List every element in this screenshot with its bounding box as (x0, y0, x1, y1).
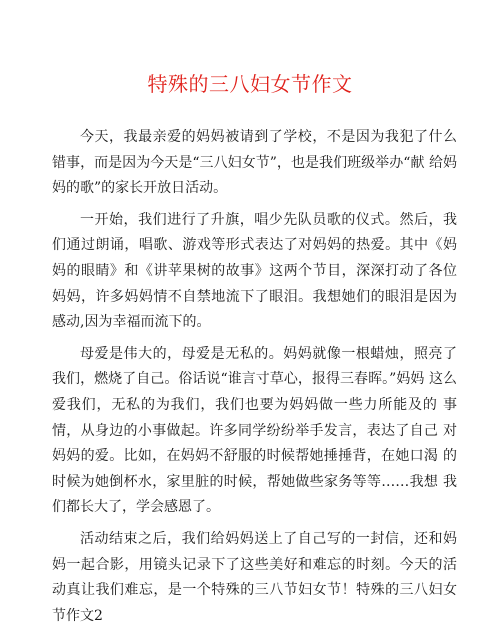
paragraph: 活动结束之后，我们给妈妈送上了自己写的一封信，还和妈 妈一起合影，用镜头记录下了这些美好和难忘的时刻。今天的活 动真让我们难忘，是一个特殊的三八节妇女节！特殊的三八妇女 节作文2 (52, 530, 457, 624)
paragraph: 今天，我最亲爱的妈妈被请到了学校，不是因为我犯了什么 错事，而是因为今天是“三八妇女节”，也是我们班级举办“献 给妈妈的歌”的家长开放日活动。 (52, 129, 457, 197)
paragraph: 母爱是伟大的，母爱是无私的。妈妈就像一根蜡烛，照亮了 我们，燃烧了自己。俗话说“谁言寸草心，报得三春晖。”妈妈 这么爱我们，无私的为我们，我们也要为妈妈做一些力所能及的 事情，从身边的小事做起。许多同学纷纷举手发言，表达了自己 对妈妈的爱。比如，在妈妈不舒服的时候帮她捶捶背，在她口渴 的时候为她倒杯水，家里脏的时候，帮她做些家务等等……我想 我们都长大了，学会感恩了。 (52, 345, 457, 516)
document-title: 特殊的三八妇女节作文 (147, 72, 353, 96)
paragraph: 一开始，我们进行了升旗，唱少先队员歌的仪式。然后，我 们通过朗诵，唱歌、游戏等形式表达了对妈妈的热爱。其中《妈 妈的眼睛》和《讲苹果树的故事》这两个节目，深深打动了各位 妈妈，许多妈妈情不自禁地流下了眼泪。我想她们的眼泪是因为 感动,因为幸福而流下的。 (52, 211, 457, 331)
document-body (52, 125, 457, 629)
